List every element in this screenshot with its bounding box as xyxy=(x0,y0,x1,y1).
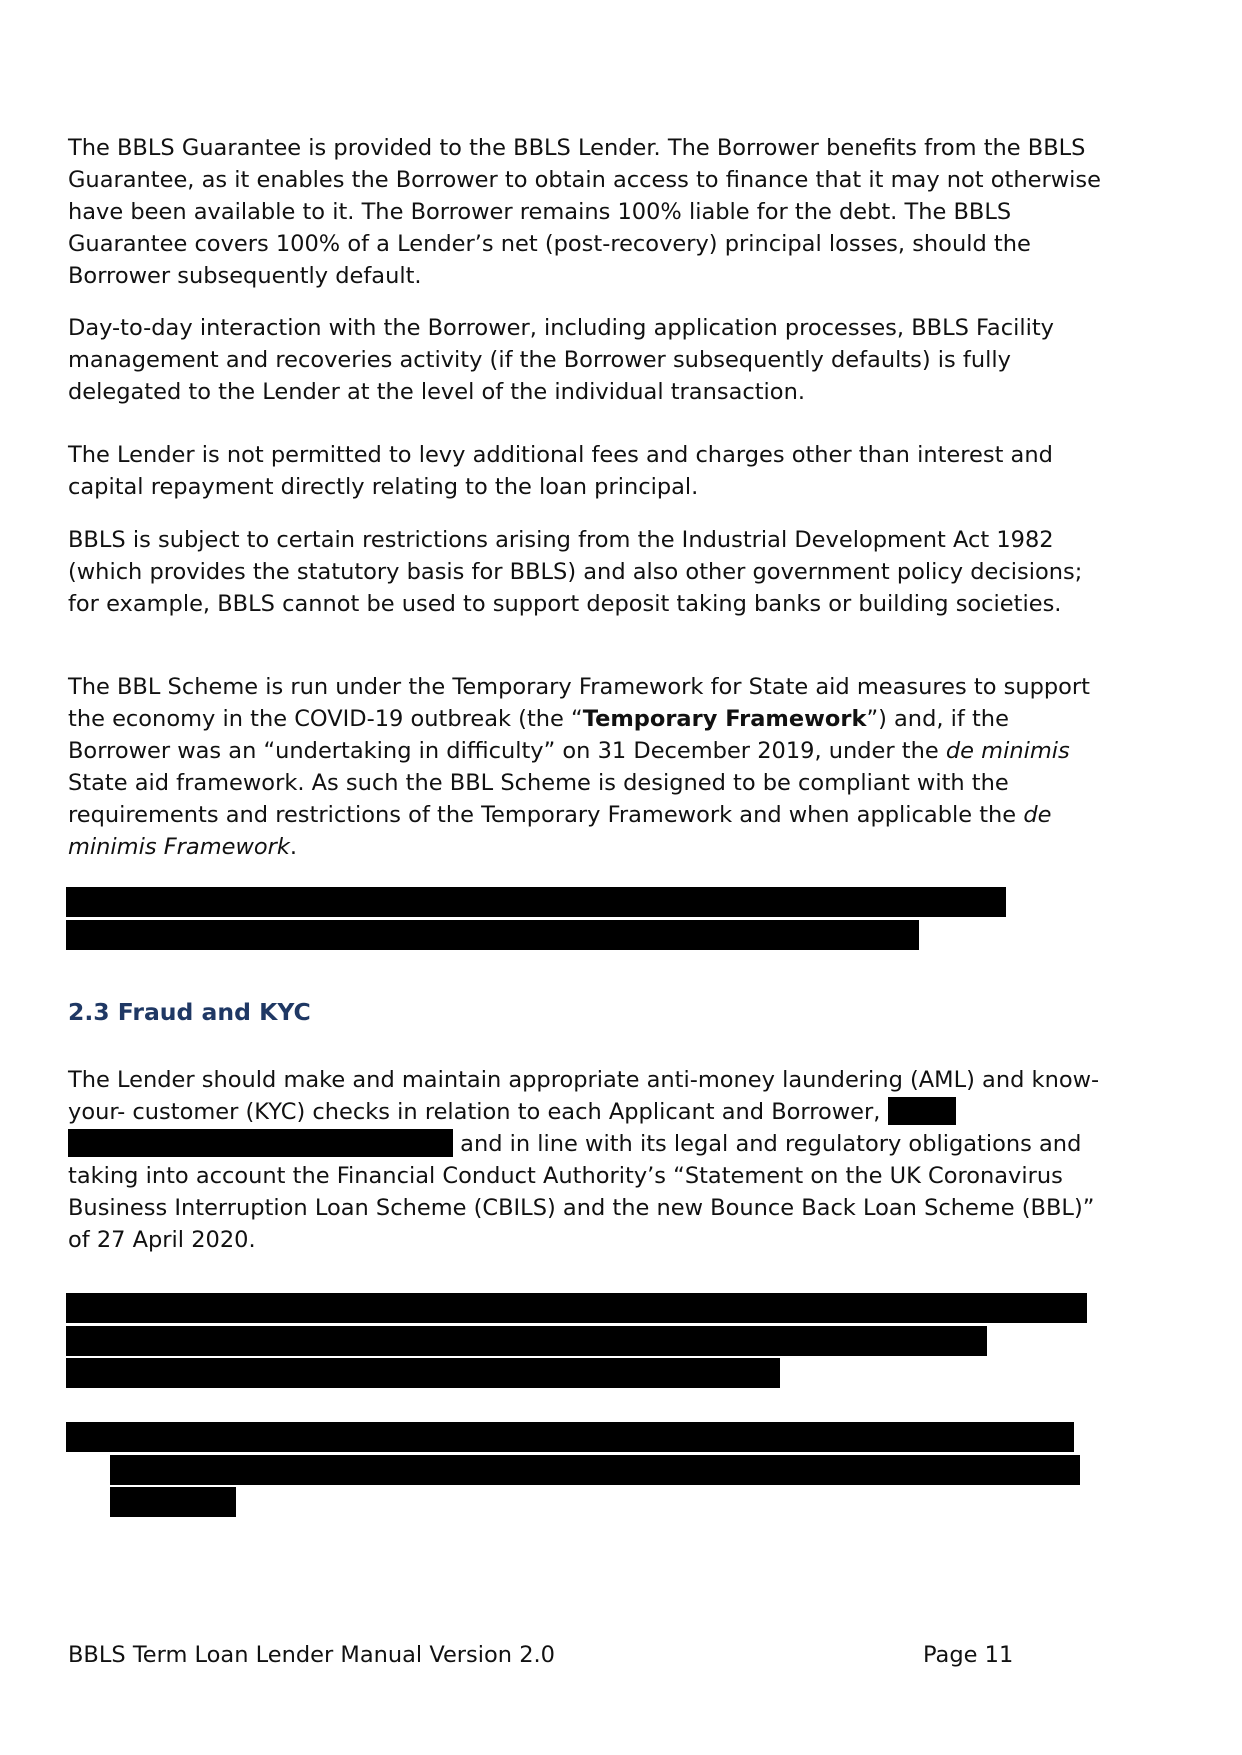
paragraph-restrictions: BBLS is subject to certain restrictions arising from the Industrial Development Act 1982 (which provides the statutory basis for BBLS) and also other government policy decisions; for example, BBLS cannot be used to support deposit taking banks or building societies. xyxy=(68,527,1083,617)
footer-page-number: Page 11 xyxy=(923,1642,1014,1668)
inline-redaction xyxy=(68,1129,453,1157)
redaction-bar xyxy=(66,1358,780,1388)
paragraph-temporary-framework: The BBL Scheme is run under the Temporary Framework for State aid measures to support the economy in the COVID-19 outbreak (the “Temporary Framework”) and, if the Borrower was an “undertaking in difficulty” on 31 December 2019, under the de minimis State aid framework. As such the BBL Scheme is designed to be compliant with the requirements and restrictions of the Temporary Framework and when applicable the de minimis Framework. xyxy=(68,674,1090,860)
redaction-bar xyxy=(110,1455,1080,1485)
redaction-bar xyxy=(66,1293,1087,1323)
paragraph-fees-and-charges: The Lender is not permitted to levy additional fees and charges other than interest and capital repayment directly relating to the loan principal. xyxy=(68,442,1053,500)
redaction-bar xyxy=(66,887,1006,917)
redaction-bar xyxy=(66,1422,1074,1452)
term-temporary-framework: Temporary Framework xyxy=(582,706,867,732)
paragraph-bbls-guarantee: The BBLS Guarantee is provided to the BBLS Lender. The Borrower benefits from the BBLS Guarantee, as it enables the Borrower to obtain access to finance that it may not otherwise have been available to it. The Borrower remains 100% liable for the debt. The BBLS Guarantee covers 100% of a Lender’s net (post-recovery) principal losses, should the Borrower subsequently default. xyxy=(68,135,1101,289)
redaction-bar xyxy=(66,1326,987,1356)
redaction-bar xyxy=(110,1487,236,1517)
redaction-bar xyxy=(66,920,919,950)
footer-document-title: BBLS Term Loan Lender Manual Version 2.0 xyxy=(68,1642,555,1668)
paragraph-day-to-day-interaction: Day-to-day interaction with the Borrower, including application processes, BBLS Facility management and recoveries activity (if the Borrower subsequently defaults) is fully delegated to the Lender at the level of the individual transaction. xyxy=(68,315,1054,405)
paragraph-fraud-kyc: The Lender should make and maintain appropriate anti-money laundering (AML) and know-your- customer (KYC) checks in relation to each Applicant and Borrower, and in line with its legal and regulatory obligations and taking into account the Financial Conduct Authority’s “Statement on the UK Coronavirus Business Interruption Loan Scheme (CBILS) and the new Bounce Back Loan Scheme (BBL)” of 27 April 2020. xyxy=(68,1067,1100,1253)
section-heading: 2.3 Fraud and KYC xyxy=(68,998,311,1026)
inline-redaction xyxy=(888,1097,956,1125)
